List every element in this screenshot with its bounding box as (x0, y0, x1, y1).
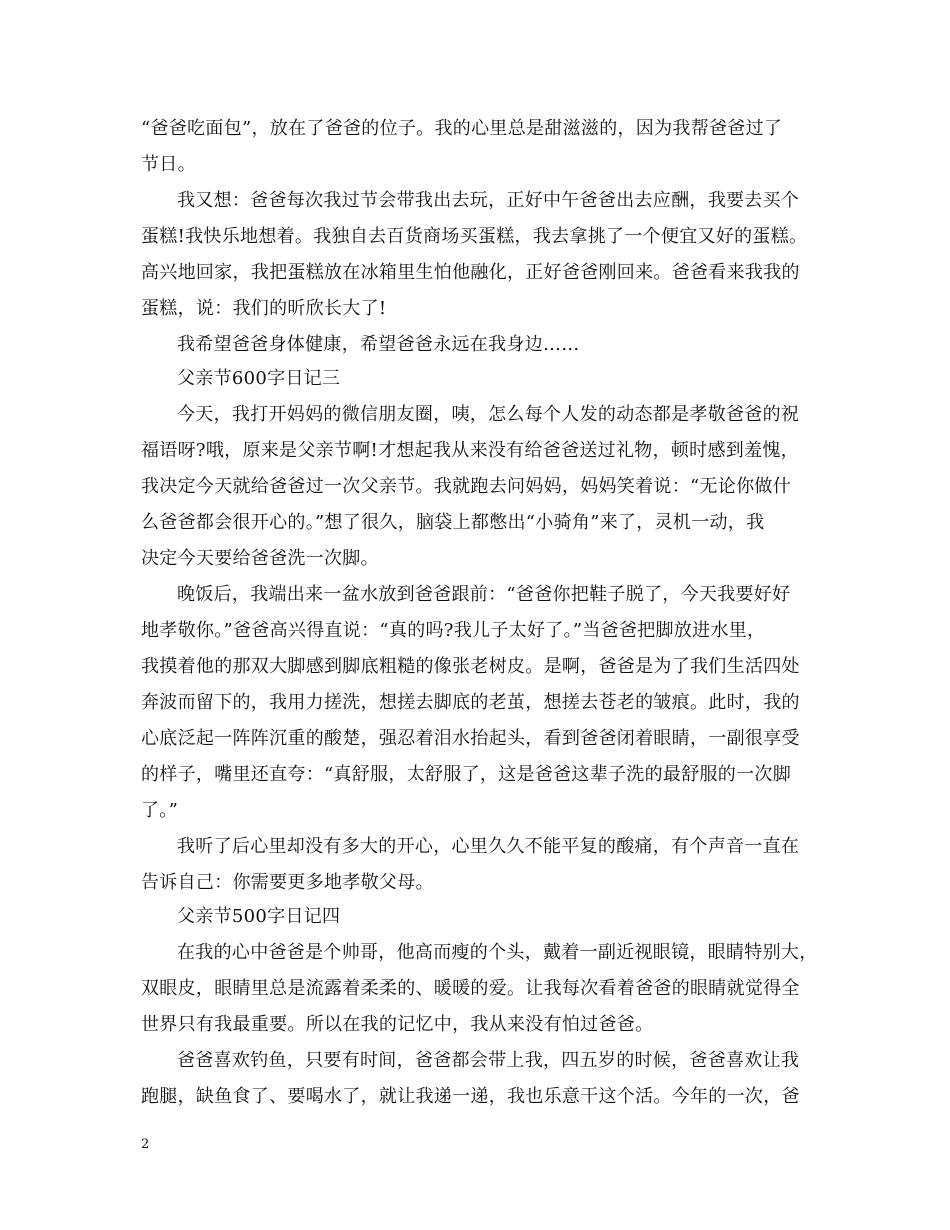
section-heading: 父亲节600字日记三 (177, 368, 341, 389)
text-line: 在我的心中爸爸是个帅哥，他高而瘦的个头，戴着一副近视眼镜，眼睛特别大， (177, 942, 818, 963)
text-line: 今天，我打开妈妈的微信朋友圈，咦，怎么每个人发的动态都是孝敬爸爸的祝 (177, 404, 800, 425)
text-line: 我决定今天就给爸爸过一次父亲节。我就跑去问妈妈，妈妈笑着说：“无论你做什 (141, 476, 791, 497)
text-line: 爸爸喜欢钓鱼，只要有时间，爸爸都会带上我，四五岁的时候，爸爸喜欢让我 (177, 1050, 800, 1071)
text-line: 了。” (141, 800, 179, 821)
text-line: 世界只有我最重要。所以在我的记忆中，我从来没有怕过爸爸。 (141, 1014, 654, 1035)
text-line: 蛋糕!我快乐地想着。我独自去百货商场买蛋糕，我去拿挑了一个便宜又好的蛋糕。 (141, 226, 808, 247)
text-line: 么爸爸都会很开心的。”想了很久，脑袋上都憋出“小骑角”来了，灵机一动，我 (141, 512, 765, 533)
text-line: 我听了后心里却没有多大的开心，心里久久不能平复的酸痛，有个声音一直在 (177, 836, 800, 857)
text-line: 蛋糕，说：我们的昕欣长大了! (141, 298, 387, 319)
text-line: 晚饭后，我端出来一盆水放到爸爸跟前：“爸爸你把鞋子脱了，今天我要好好 (177, 584, 791, 605)
text-line: 我摸着他的那双大脚感到脚底粗糙的像张老树皮。是啊，爸爸是为了我们生活四处 (141, 656, 800, 677)
text-line: “爸爸吃面包”，放在了爸爸的位子。我的心里总是甜滋滋的，因为我帮爸爸过了 (141, 118, 783, 139)
text-line: 心底泛起一阵阵沉重的酸楚，强忍着泪水抬起头，看到爸爸闭着眼睛，一副很享受 (141, 728, 800, 749)
text-line: 的样子，嘴里还直夸：“真舒服，太舒服了，这是爸爸这辈子洗的最舒服的一次脚 (141, 764, 791, 785)
text-line: 双眼皮，眼睛里总是流露着柔柔的、暖暖的爱。让我每次看着爸爸的眼睛就觉得全 (141, 978, 800, 999)
text-line: 告诉自己：你需要更多地孝敬父母。 (141, 872, 434, 893)
text-line: 决定今天要给爸爸洗一次脚。 (141, 548, 379, 569)
page-number: 2 (141, 1137, 150, 1152)
text-line: 跑腿，缺鱼食了、要喝水了，就让我递一递，我也乐意干这个活。今年的一次，爸 (141, 1086, 800, 1107)
section-heading: 父亲节500字日记四 (177, 906, 341, 927)
text-line: 我希望爸爸身体健康，希望爸爸永远在我身边…… (177, 334, 580, 355)
text-line: 奔波而留下的，我用力搓洗，想搓去脚底的老茧，想搓去苍老的皱痕。此时，我的 (141, 692, 800, 713)
text-line: 高兴地回家，我把蛋糕放在冰箱里生怕他融化，正好爸爸刚回来。爸爸看来我我的 (141, 262, 800, 283)
text-line: 我又想：爸爸每次我过节会带我出去玩，正好中午爸爸出去应酬，我要去买个 (177, 190, 800, 211)
text-line: 节日。 (141, 154, 196, 175)
text-line: 福语呀?哦，原来是父亲节啊!才想起我从来没有给爸爸送过礼物，顿时感到羞愧， (141, 440, 799, 461)
text-line: 地孝敬你。”爸爸高兴得直说：“真的吗?我儿子太好了。”当爸爸把脚放进水里， (141, 620, 766, 641)
